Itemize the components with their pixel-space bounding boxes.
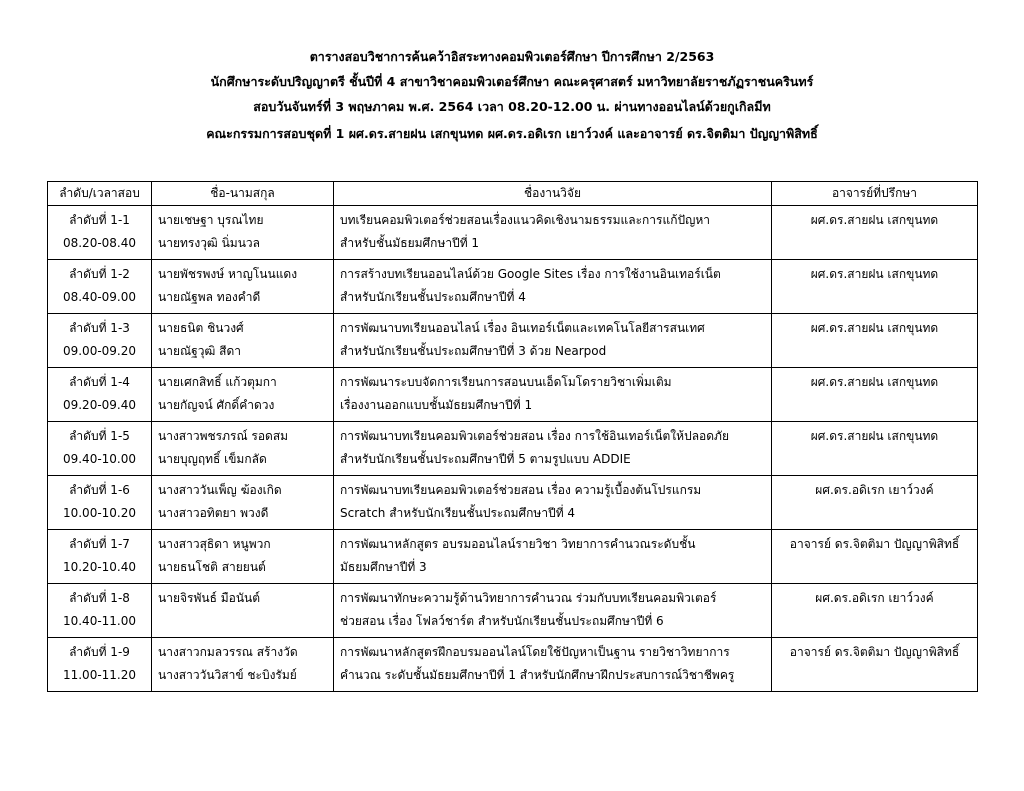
research-title-cell [334, 314, 772, 368]
slot-order: ลำดับที่ 1-9 [69, 645, 130, 659]
advisor-cell: อาจารย์ ดร.จิตติมา ปัญญาพิสิทธิ์ [772, 530, 978, 584]
advisor-cell: อาจารย์ ดร.จิตติมา ปัญญาพิสิทธิ์ [772, 638, 978, 692]
table-row [48, 206, 978, 260]
names-cell [152, 368, 334, 422]
document-title: ตารางสอบวิชาการค้นคว้าอิสระทางคอมพิวเตอร์ศึกษา ปีการศึกษา 2/2563 [309, 49, 715, 64]
student-name: นายณัฐพล ทองคำดี [158, 290, 261, 304]
student-name: นายพัชรพงษ์ หาญโนนแดง [158, 267, 298, 281]
table-row [48, 476, 978, 530]
table-body [48, 206, 978, 692]
document-header [0, 44, 1024, 146]
research-title-cell [334, 476, 772, 530]
slot-time: 10.40-11.00 [62, 614, 137, 628]
research-title-cell [334, 530, 772, 584]
advisor-cell: ผศ.ดร.สายฝน เสกขุนทด [772, 314, 978, 368]
research-title-line: การพัฒนาทักษะความรู้ด้านวิทยาการคำนวณ ร่วมกับบทเรียนคอมพิวเตอร์ [340, 591, 717, 605]
student-name: นางสาวกมลวรรณ สร้างวัด [158, 645, 298, 659]
column-header-order-time: ลำดับ/เวลาสอบ [48, 182, 152, 206]
names-cell [152, 314, 334, 368]
research-title-line: เรื่องงานออกแบบชั้นมัธยมศึกษาปีที่ 1 [340, 398, 533, 412]
names-cell [152, 530, 334, 584]
slot-order: ลำดับที่ 1-3 [69, 321, 130, 335]
table-row [48, 638, 978, 692]
advisor-cell: ผศ.ดร.สายฝน เสกขุนทด [772, 368, 978, 422]
research-title-line: คำนวณ ระดับชั้นมัธยมศึกษาปีที่ 1 สำหรับนักศึกษาฝึกประสบการณ์วิชาชีพครู [340, 668, 735, 682]
slot-order: ลำดับที่ 1-1 [69, 213, 130, 227]
table-row [48, 260, 978, 314]
committee: คณะกรรมการสอบชุดที่ 1 ผศ.ดร.สายฝน เสกขุนทด ผศ.ดร.อดิเรก เยาว์วงค์ และอาจารย์ ดร.จิตติมา ปัญญาพิสิทธิ์ [206, 126, 818, 141]
table-row [48, 530, 978, 584]
research-title-cell [334, 260, 772, 314]
slot-time: 09.40-10.00 [62, 452, 137, 466]
slot-order: ลำดับที่ 1-5 [69, 429, 130, 443]
student-name: นายทรงวุฒิ นิ่มนวล [158, 236, 260, 250]
slot-cell [48, 368, 152, 422]
research-title-line: สำหรับนักเรียนชั้นประถมศึกษาปีที่ 4 [340, 290, 526, 304]
advisor-cell: ผศ.ดร.อดิเรก เยาว์วงค์ [772, 584, 978, 638]
research-title-line: ช่วยสอน เรื่อง โฟลว์ชาร์ต สำหรับนักเรียนชั้นประถมศึกษาปีที่ 6 [340, 614, 664, 628]
student-name: นางสาวพชรภรณ์ รอดสม [158, 429, 289, 443]
research-title-cell [334, 422, 772, 476]
slot-cell [48, 314, 152, 368]
research-title-cell [334, 584, 772, 638]
research-title-line: สำหรับชั้นมัธยมศึกษาปีที่ 1 [340, 236, 480, 250]
student-name: นายกัญจน์ ศักดิ์คำดวง [158, 398, 275, 412]
slot-cell [48, 476, 152, 530]
student-name: นายเชษฐา บุรณไทย [158, 213, 264, 227]
slot-order: ลำดับที่ 1-8 [69, 591, 130, 605]
student-name: นายธนิต ชินวงศ์ [158, 321, 244, 335]
slot-cell [48, 260, 152, 314]
table-row [48, 314, 978, 368]
slot-time: 11.00-11.20 [62, 668, 137, 682]
research-title-line: การพัฒนาบทเรียนคอมพิวเตอร์ช่วยสอน เรื่อง การใช้อินเทอร์เน็ตให้ปลอดภัย [340, 429, 729, 443]
research-title-line: การสร้างบทเรียนออนไลน์ด้วย Google Sites เรื่อง การใช้งานอินเทอร์เน็ต [340, 267, 721, 281]
slot-time: 10.20-10.40 [62, 560, 137, 574]
research-title-line: การพัฒนาระบบจัดการเรียนการสอนบนเอ็ดโมโดรายวิชาเพิ่มเติม [340, 375, 672, 389]
student-name: นางสาวสุธิดา หนูพวก [158, 537, 271, 551]
research-title-line: Scratch สำหรับนักเรียนชั้นประถมศึกษาปีที่ 4 [340, 506, 576, 520]
research-title-line: มัธยมศึกษาปีที่ 3 [340, 560, 427, 574]
research-title-cell [334, 368, 772, 422]
advisor-cell: ผศ.ดร.สายฝน เสกขุนทด [772, 422, 978, 476]
table-row [48, 368, 978, 422]
slot-cell [48, 422, 152, 476]
names-cell [152, 476, 334, 530]
table-row [48, 584, 978, 638]
slot-order: ลำดับที่ 1-2 [69, 267, 130, 281]
research-title-cell [334, 206, 772, 260]
slot-time: 08.20-08.40 [62, 236, 137, 250]
document-subtitle: นักศึกษาระดับปริญญาตรี ชั้นปีที่ 4 สาขาวิชาคอมพิวเตอร์ศึกษา คณะครุศาสตร์ มหาวิทยาลัยราชภัฏราชนครินทร์ [210, 74, 814, 89]
student-name: นายเศกสิทธิ์ แก้วตุมกา [158, 375, 277, 389]
slot-order: ลำดับที่ 1-6 [69, 483, 130, 497]
slot-time: 10.00-10.20 [62, 506, 137, 520]
advisor-cell: ผศ.ดร.สายฝน เสกขุนทด [772, 260, 978, 314]
student-name: นายบุญฤทธิ์ เข็มกลัด [158, 452, 267, 466]
slot-cell [48, 206, 152, 260]
slot-time: 09.20-09.40 [62, 398, 137, 412]
slot-cell [48, 584, 152, 638]
student-name: นางสาววันวิสาข์ ชะบิงรัมย์ [158, 668, 297, 682]
student-name: นางสาววันเพ็ญ ฆ้องเกิด [158, 483, 282, 497]
names-cell [152, 260, 334, 314]
research-title-line: การพัฒนาบทเรียนออนไลน์ เรื่อง อินเทอร์เน็ตและเทคโนโลยีสารสนเทศ [340, 321, 705, 335]
student-name: นายณัฐวุฒิ สีดา [158, 344, 241, 358]
column-header-advisor: อาจารย์ที่ปรึกษา [772, 182, 978, 206]
research-title-line: การพัฒนาหลักสูตร อบรมออนไลน์รายวิชา วิทยาการคำนวณระดับชั้น [340, 537, 696, 551]
research-title-line: การพัฒนาบทเรียนคอมพิวเตอร์ช่วยสอน เรื่อง ความรู้เบื้องต้นโปรแกรม [340, 483, 702, 497]
names-cell [152, 638, 334, 692]
student-name: นายธนโชติ สายยนต์ [158, 560, 266, 574]
research-title-line: สำหรับนักเรียนชั้นประถมศึกษาปีที่ 5 ตามรูปแบบ ADDIE [340, 452, 631, 466]
advisor-cell: ผศ.ดร.อดิเรก เยาว์วงค์ [772, 476, 978, 530]
slot-time: 08.40-09.00 [62, 290, 137, 304]
slot-cell [48, 530, 152, 584]
table-header-row [48, 182, 978, 206]
names-cell [152, 422, 334, 476]
column-header-research-title: ชื่องานวิจัย [334, 182, 772, 206]
research-title-line: การพัฒนาหลักสูตรฝึกอบรมออนไลน์โดยใช้ปัญหาเป็นฐาน รายวิชาวิทยาการ [340, 645, 730, 659]
names-cell [152, 584, 334, 638]
column-header-name: ชื่อ-นามสกุล [152, 182, 334, 206]
student-name: นางสาวอทิตยา พวงดี [158, 506, 269, 520]
exam-schedule-table [47, 181, 978, 692]
research-title-line: บทเรียนคอมพิวเตอร์ช่วยสอนเรื่องแนวคิดเชิงนามธรรมและการแก้ปัญหา [340, 213, 710, 227]
table-row [48, 422, 978, 476]
advisor-cell: ผศ.ดร.สายฝน เสกขุนทด [772, 206, 978, 260]
slot-order: ลำดับที่ 1-4 [69, 375, 130, 389]
slot-cell [48, 638, 152, 692]
student-name: นายจิรพันธ์ มือนันต์ [158, 591, 261, 605]
research-title-line: สำหรับนักเรียนชั้นประถมศึกษาปีที่ 3 ด้วย Nearpod [340, 344, 607, 358]
exam-date: สอบวันจันทร์ที่ 3 พฤษภาคม พ.ศ. 2564 เวลา 08.20-12.00 น. ผ่านทางออนไลน์ด้วยกูเกิลมีท [253, 99, 771, 114]
names-cell [152, 206, 334, 260]
research-title-cell [334, 638, 772, 692]
slot-order: ลำดับที่ 1-7 [69, 537, 130, 551]
slot-time: 09.00-09.20 [62, 344, 137, 358]
